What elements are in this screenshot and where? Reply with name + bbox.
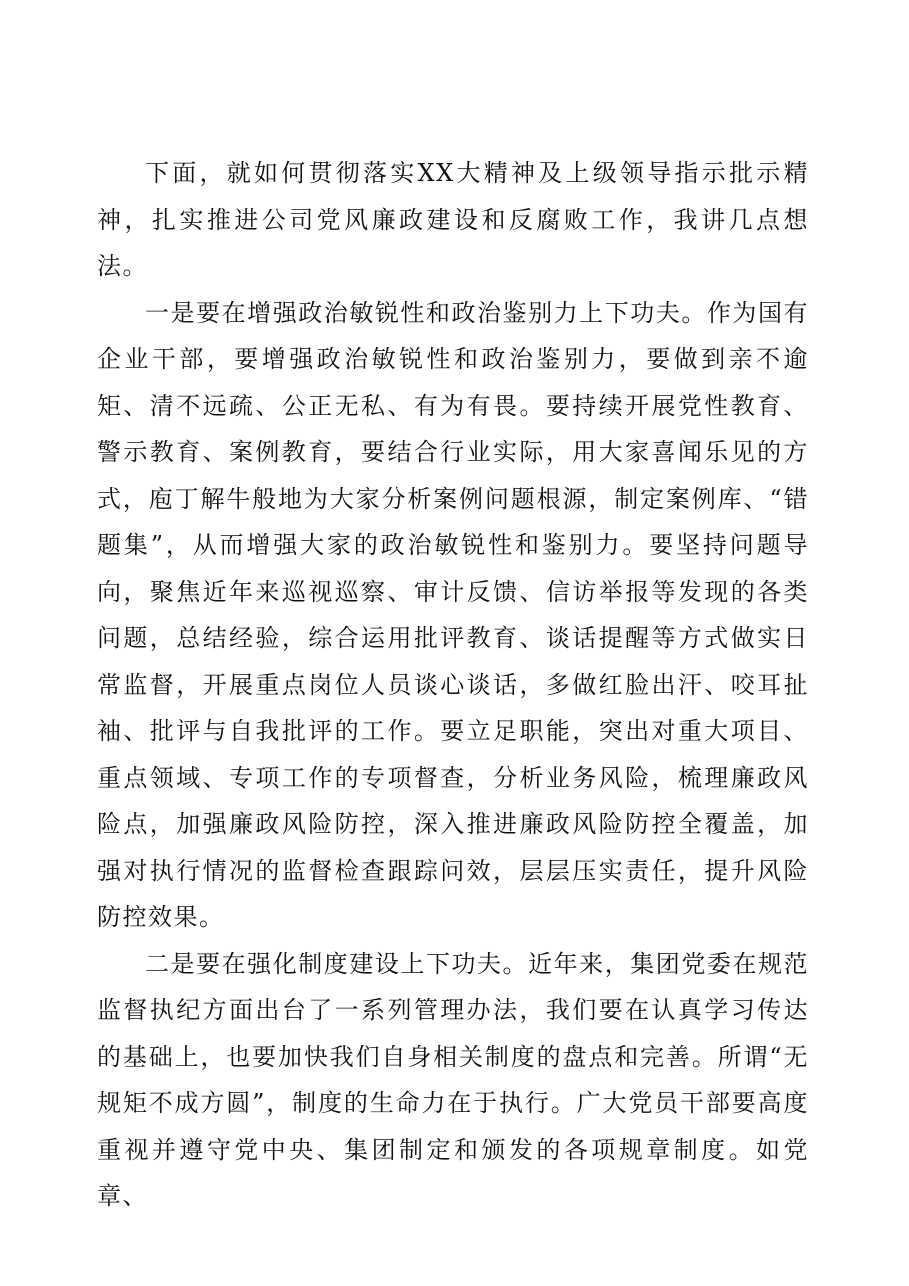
paragraph-intro: 下面，就如何贯彻落实XX大精神及上级领导指示批示精神，扎实推进公司党风廉政建设和反腐败工作，我讲几点想法。 [97, 159, 809, 280]
document-body [97, 150, 809, 1220]
paragraph-political-sensitivity: 一是要在增强政治敏锐性和政治鉴别力上下功夫。作为国有企业干部，要增强政治敏锐性和政治鉴别力，要做到亲不逾矩、清不远疏、公正无私、有为有畏。要持续开展党性教育、警示教育、案例教育，要结合行业实际，用大家喜闻乐见的方式，庖丁解牛般地为大家分析案例问题根源，制定案例库、“错题集”，从而增强大家的政治敏锐性和鉴别力。要坚持问题导向，聚焦近年来巡视巡察、审计反馈、信访举报等发现的各类问题，总结经验，综合运用批评教育、谈话提醒等方式做实日常监督，开展重点岗位人员谈心谈话，多做红脸出汗、咬耳扯袖、批评与自我批评的工作。要立足职能，突出对重大项目、重点领域、专项工作的专项督查，分析业务风险，梳理廉政风险点，加强廉政风险防控，深入推进廉政风险防控全覆盖，加强对执行情况的监督检查跟踪问效，层层压实责任，提升风险防控效果。 [97, 298, 809, 931]
paragraph-system-building: 二是要在强化制度建设上下功夫。近年来，集团党委在规范监督执纪方面出台了一系列管理办法，我们要在认真学习传达的基础上，也要加快我们自身相关制度的盘点和完善。所谓“无规矩不成方圆”，制度的生命力在于执行。广大党员干部要高度重视并遵守党中央、集团制定和颁发的各项规章制度。如党章、 [97, 949, 809, 1210]
